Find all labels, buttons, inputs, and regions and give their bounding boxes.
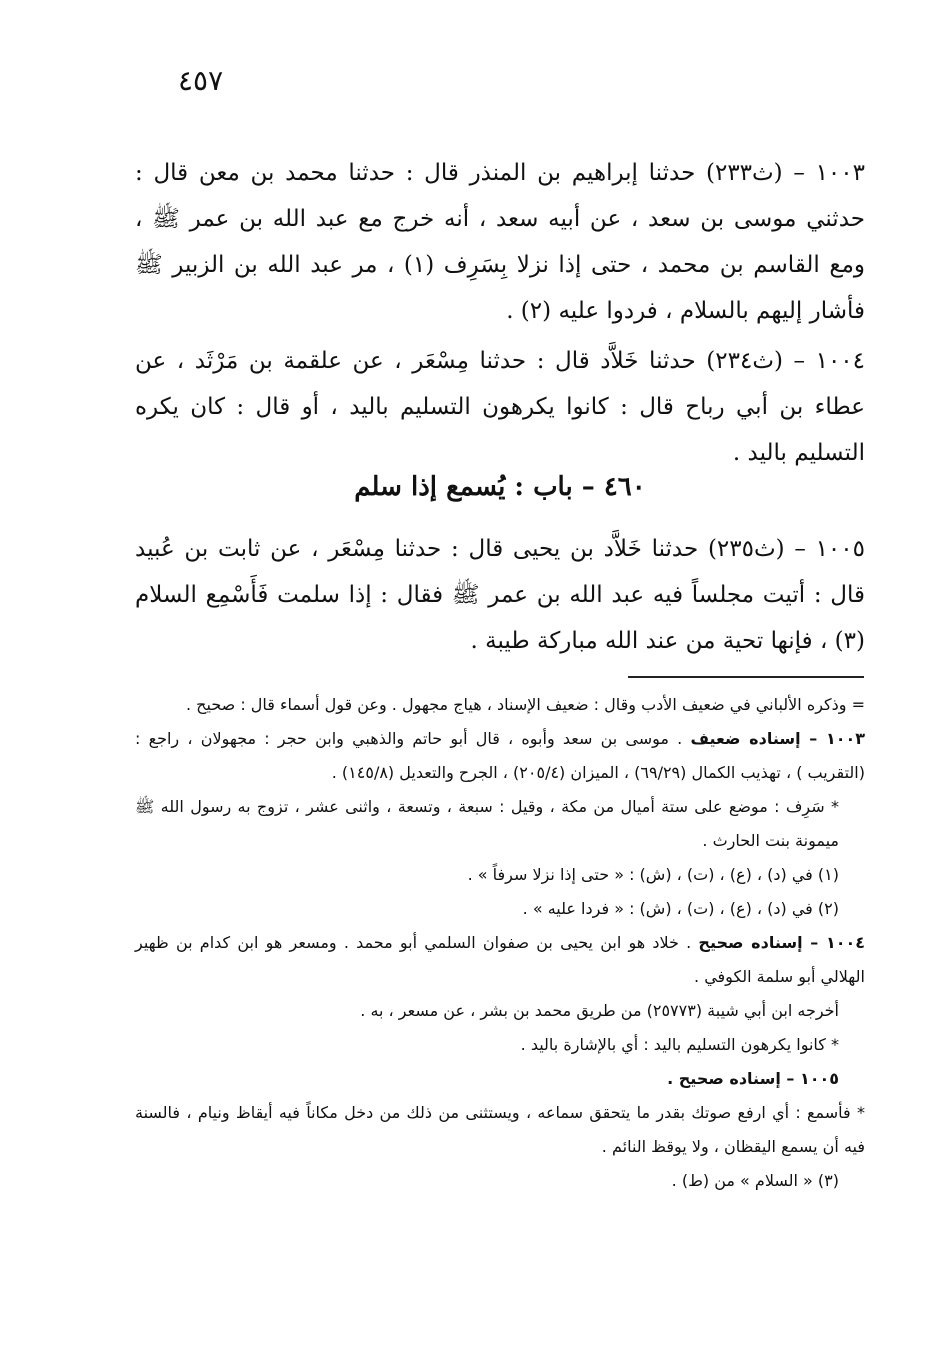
footnote-separator	[628, 676, 864, 678]
hadith-1003: ١٠٠٣ – (ث٢٣٣) حدثنا إبراهيم بن المنذر قال : حدثنا محمد بن معن قال : حدثني موسى بن سعد ، عن أبيه سعد ، أنه خرج مع عبد الله بن عمر ﷺ ، ومع القاسم بن محمد ، حتى إذا نزلا بِسَرِف (١) ، مر عبد الله بن الزبير ﷺ فأشار إليهم بالسلام ، فردوا عليه (٢) .	[135, 160, 865, 324]
footnote-continuation: = وذكره الألباني في ضعيف الأدب وقال : ضعيف الإسناد ، هياج مجهول . وعن قول أسماء قال : صحيح .	[185, 695, 865, 714]
footnotes	[135, 688, 865, 1198]
hadith-1004: ١٠٠٤ – (ث٢٣٤) حدثنا خَلاَّد قال : حدثنا مِسْعَر ، عن علقمة بن مَرْثَد ، عن عطاء بن أبي رباح قال : كانوا يكرهون التسليم باليد ، أو قال : كان يكره التسليم باليد .	[135, 348, 866, 466]
footnote-note-2: (٢) في (د) ، (ع) ، (ت) ، (ش) : « فردا عليه » .	[522, 899, 839, 918]
chapter-heading: ٤٦٠ – باب : يُسمع إذا سلم	[354, 472, 646, 502]
footnote-1004-label: ١٠٠٤ – إسناده صحيح	[698, 933, 865, 952]
footnote-note-3: (٣) « السلام » من (ط) .	[671, 1171, 839, 1190]
page-number: ٤٥٧	[178, 64, 224, 97]
footnote-1003	[135, 722, 865, 790]
footnote-fasmi: * فأسمع : أي ارفع صوتك بقدر ما يتحقق سماعه ، ويستثنى من ذلك من دخل مكاناً فيه أيقاظ ونيام ، فالسنة فيه أن يسمع اليقظان ، ولا يوقظ النائم .	[135, 1103, 865, 1156]
footnote-1005: ١٠٠٥ – إسناده صحيح .	[667, 1069, 839, 1088]
hadith-1005: ١٠٠٥ – (ث٢٣٥) حدثنا خَلاَّد بن يحيى قال : حدثنا مِسْعَر ، عن ثابت بن عُبيد قال : أتيت مجلساً فيه عبد الله بن عمر ﷺ فقال : إذا سلمت فَأَسْمِع السلام (٣) ، فإنها تحية من عند الله مباركة طيبة .	[135, 536, 865, 654]
footnote-1003-text: . موسى بن سعد وأبوه ، قال أبو حاتم والذهبي وابن حجر : مجهولان ، راجع : (التقريب ) ، تهذيب الكمال (٦٩/٢٩) ، الميزان (٢٠٥/٤) ، الجرح والتعديل (١٤٥/٨) .	[135, 729, 865, 782]
footnote-takhrij: أخرجه ابن أبي شيبة (٢٥٧٧٣) من طريق محمد بن بشر ، عن مسعر ، به .	[360, 1001, 839, 1020]
footnote-1004-text: . خلاد هو ابن يحيى بن صفوان السلمي أبو محمد . ومسعر هو ابن كدام بن ظهير الهلالي أبو سلمة الكوفي .	[135, 933, 865, 986]
footnote-note-1: (١) في (د) ، (ع) ، (ت) ، (ش) : « حتى إذا نزلا سرفاً » .	[467, 865, 839, 884]
footnote-kanu: * كانوا يكرهون التسليم باليد : أي بالإشارة باليد .	[520, 1035, 839, 1054]
footnote-sarif: * سَرِف : موضع على ستة أميال من مكة ، وقيل : سبعة ، وتسعة ، واثنى عشر ، تزوج به رسول الله ﷺ ميمونة بنت الحارث .	[135, 797, 839, 850]
footnote-1004	[135, 926, 865, 994]
footnote-1003-label: ١٠٠٣ – إسناده ضعيف	[690, 729, 866, 748]
